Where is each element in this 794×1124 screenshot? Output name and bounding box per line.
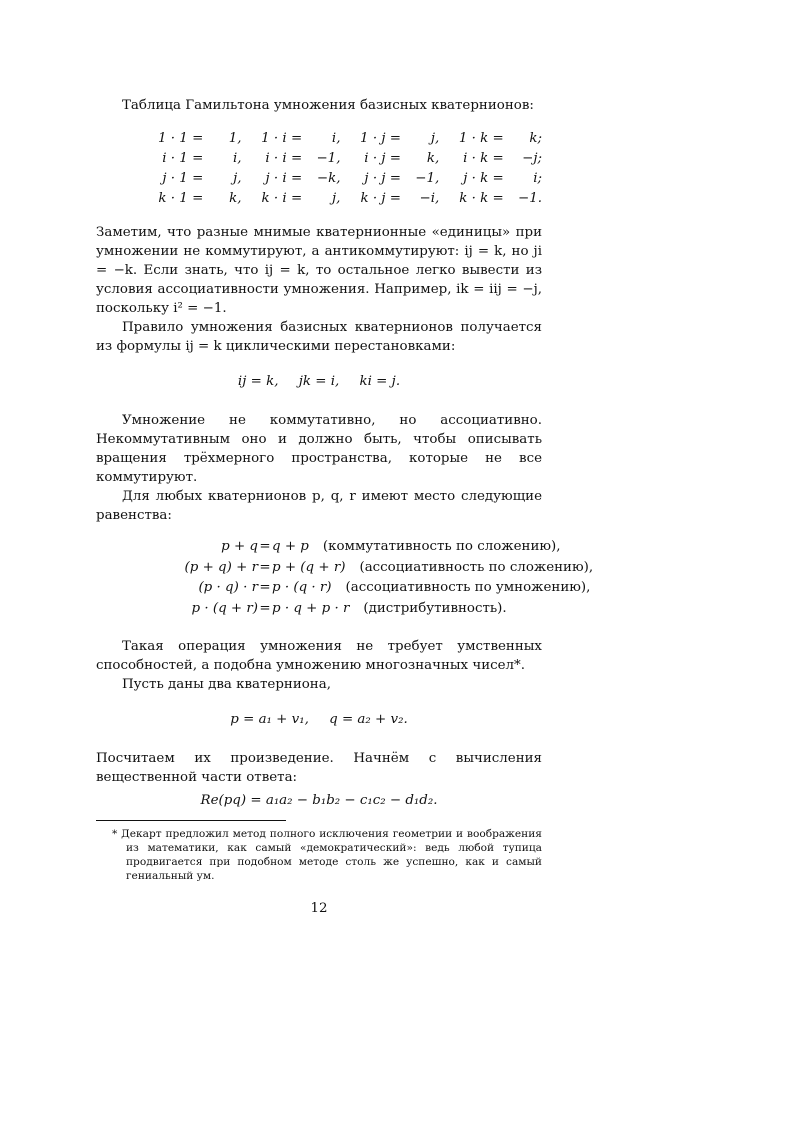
table-lhs: i · i	[265, 151, 287, 166]
table-rhs: j,	[430, 131, 440, 146]
paragraph-cyclic-rule: Правило умножения базисных кватернионов получается из формулы ij = k циклическими перестановками:	[96, 320, 542, 354]
paragraph-product: Посчитаем их произведение. Начнём с вычисления вещественной части ответа:	[96, 751, 542, 785]
real-part-formula: Re(pq) = a₁a₂ − b₁b₂ − c₁c₂ − d₁d₂.	[200, 793, 438, 808]
property-note: (дистрибутивность).	[363, 600, 507, 616]
table-rhs: −j;	[522, 151, 542, 166]
intro-text: Таблица Гамильтона умножения базисных кватернионов:	[122, 98, 534, 113]
paragraph-properties-intro: Для любых кватернионов p, q, r имеют место следующие равенства:	[96, 489, 542, 523]
page-content	[96, 96, 594, 916]
hamilton-table	[158, 129, 542, 209]
table-rhs: k;	[529, 131, 542, 146]
table-row: i · 1 = i, i · i = −1, i · j = k, i · k = −j;	[158, 149, 542, 169]
table-row: k · 1 = k, k · i = j, k · j = −i, k · k = −1.	[158, 189, 542, 209]
paragraph-two-quaternions: Пусть даны два кватерниона,	[122, 677, 331, 692]
property-lhs: (p + q) + r	[184, 559, 258, 575]
paragraph-associative: Умножение не коммутативно, но ассоциативно. Некоммутативным оно и должно быть, чтобы описывать вращения трёхмерного пространства, которые не все коммутируют.	[96, 413, 542, 485]
table-lhs: 1 · 1	[158, 131, 188, 146]
table-lhs: j · i	[265, 171, 287, 186]
table-rhs: −i,	[419, 191, 440, 206]
table-rhs: −k,	[316, 171, 341, 186]
property-rhs: p · (q · r)	[272, 580, 332, 595]
table-lhs: j · 1	[162, 171, 188, 186]
formula-p: p = a₁ + v₁,	[230, 712, 309, 727]
table-row: j · 1 = j, j · i = −k, j · j = −1, j · k = i;	[158, 169, 542, 189]
property-rhs: p + (q + r)	[272, 559, 346, 575]
table-lhs: k · i	[261, 191, 287, 206]
property-row: (p + q) + r=p + (q + r) (ассоциативность по сложению),	[96, 558, 542, 579]
table-rhs: i,	[331, 131, 341, 146]
table-rhs: i,	[233, 151, 242, 166]
property-note: (ассоциативность по умножению),	[345, 580, 591, 595]
paragraph-anticommute: Заметим, что разные мнимые кватернионные «единицы» при умножении не коммутируют, а антикоммутируют: ij = k, но ji = −k. Если знать, что ij = k, то остальное легко вывести из условия ассоциативности умножения. Например, ik = iij = −j, поскольку i² = −1.	[96, 225, 542, 316]
table-rhs: 1,	[228, 131, 242, 146]
property-row: p · (q + r)=p · q + p · r (дистрибутивность).	[96, 599, 542, 620]
table-lhs: i · j	[364, 151, 386, 166]
property-lhs: (p · q) · r	[198, 580, 258, 595]
table-rhs: k,	[229, 191, 242, 206]
table-lhs: 1 · i	[261, 131, 287, 146]
page-number: 12	[310, 901, 328, 916]
paragraph-operation: Такая операция умножения не требует умственных способностей, а подобна умножению многозначных чисел*.	[96, 639, 542, 673]
table-lhs: k · j	[360, 191, 386, 206]
table-lhs: 1 · k	[458, 131, 489, 146]
table-rhs: k,	[426, 151, 440, 166]
footnote-divider	[96, 820, 286, 821]
formula-ki: ki = j.	[359, 374, 401, 389]
formula-jk: jk = i,	[298, 374, 340, 389]
property-row: (p · q) · r=p · (q · r) (ассоциативность по умножению),	[96, 578, 542, 599]
table-lhs: k · 1	[158, 191, 188, 206]
table-lhs: 1 · j	[360, 131, 386, 146]
formula-ij: ij = k,	[237, 374, 279, 389]
table-rhs: j,	[233, 171, 242, 186]
property-row: p + q=q + p (коммутативность по сложению),	[96, 537, 542, 558]
property-lhs: p · (q + r)	[191, 600, 258, 616]
table-lhs: j · k	[463, 171, 489, 186]
table-rhs: −1.	[518, 191, 542, 206]
property-lhs: p + q	[221, 539, 258, 554]
property-rhs: p · q + p · r	[272, 600, 350, 616]
formula-q: q = a₂ + v₂.	[329, 712, 408, 727]
property-rhs: q + p	[272, 539, 309, 554]
cyclic-formulas	[96, 372, 542, 391]
quaternion-definitions	[96, 710, 542, 729]
table-row: 1 · 1 = 1, 1 · i = i, 1 · j = j, 1 · k = k;	[158, 129, 542, 149]
table-lhs: i · 1	[162, 151, 188, 166]
table-lhs: k · k	[459, 191, 489, 206]
table-rhs: −1,	[316, 151, 341, 166]
table-rhs: i;	[533, 171, 542, 186]
table-lhs: i · k	[463, 151, 489, 166]
table-rhs: −1,	[415, 171, 440, 186]
property-note: (коммутативность по сложению),	[322, 539, 561, 554]
table-lhs: j · j	[364, 171, 386, 186]
footnote: * Декарт предложил метод полного исключения геометрии и воображения из математики, как самый «демократический»: ведь любой тупица продвигается при подобном методе столь же успешно, как и самый гениальный ум.	[112, 828, 542, 882]
properties-list	[96, 537, 594, 619]
table-rhs: j,	[332, 191, 341, 206]
property-note: (ассоциативность по сложению),	[359, 559, 594, 575]
